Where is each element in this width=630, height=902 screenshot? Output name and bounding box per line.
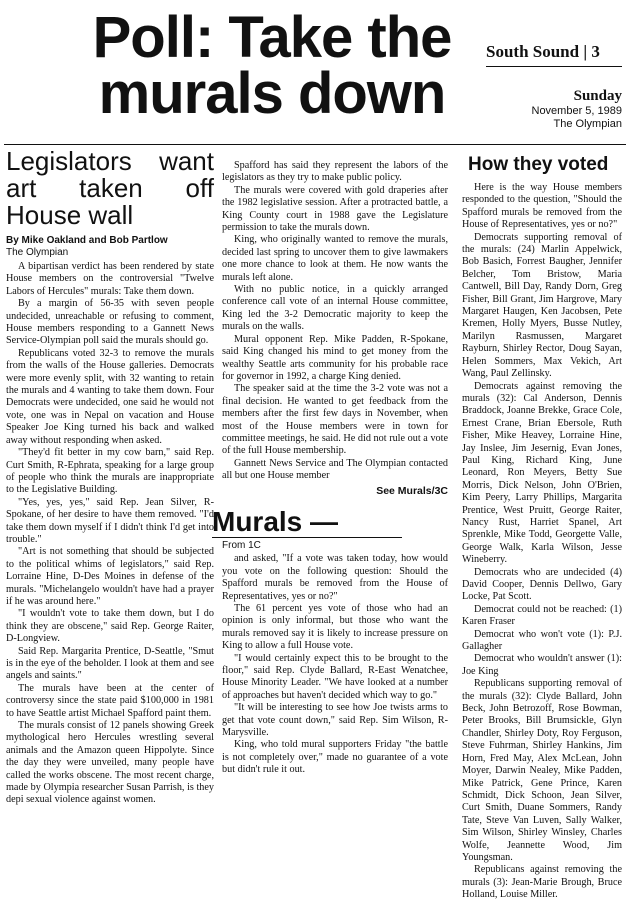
continuation-paragraph: The 61 percent yes vote of those who had an opinion is only informal, but those who want the murals removed say it is likely to increase pressure on King to allow a full House vote. [222, 603, 448, 652]
sidebar-paragraph: Democrat who wouldn't answer (1): Joe King [462, 653, 622, 677]
dateline-paper: The Olympian [553, 118, 622, 130]
article-paragraph: "They'd fit better in my cow barn," said Rep. Curt Smith, R-Ephrata, speaking for a large group of people who think the murals are inappropriate to the Legislative Building. [6, 447, 214, 496]
byline: By Mike Oakland and Bob Partlow [6, 235, 168, 246]
sidebar-paragraph: Democrat could not be reached: (1) Karen Fraser [462, 603, 622, 628]
article-paragraph: "I wouldn't vote to take them down, but I do think they are obscene," said Rep. George Raiter, D-Longview. [6, 608, 214, 645]
article-paragraph: Spafford has said they represent the labors of the legislators as they try to make public policy. [222, 160, 448, 184]
jump-line: See Murals/3C [376, 484, 448, 497]
sidebar-paragraph: Democrat who won't vote (1): P.J. Gallagher [462, 628, 622, 653]
dateline-date: November 5, 1989 [531, 105, 622, 117]
continuation-from: From 1C [222, 539, 261, 551]
article-paragraph: "Yes, yes, yes," said Rep. Jean Silver, R-Spokane, of her desire to have them removed. "I'd take them down myself if I didn't think I'd get into trouble." [6, 496, 214, 545]
continuation-head: Murals — [212, 507, 402, 538]
article-paragraph: The murals were covered with gold draperies after the 1982 legislative session. After a protracted battle, a King County court in 1988 gave the Legislature permission to take the murals down. [222, 184, 448, 234]
continuation-paragraph: "It will be interesting to see how Joe twists arms to get that vote count down," said Rep. Sim Wilson, R-Marysville. [222, 702, 448, 739]
sidebar-paragraph: Here is the way House members responded to the question, "Should the Spafford murals be removed from the House of Representatives, yes or no?" [462, 182, 622, 231]
article-paragraph: King, who originally wanted to remove the murals, decided last spring to uncover them to give lawmakers one more chance to look at them. He now wants the murals left alone. [222, 234, 448, 283]
article-paragraph: The speaker said at the time the 3-2 vote was not a final decision. He wanted to get feedback from the members after the first few days in November, when most of the House members were in town for committee meetings, he said. He did not rule out a vote of the full House membership. [222, 383, 448, 457]
sidebar-how-they-voted [462, 154, 622, 902]
article-paragraph: Said Rep. Margarita Prentice, D-Seattle, "Smut is in the eye of the beholder. I look at them and see angels and saints." [6, 645, 214, 682]
sidebar-paragraph: Democrats supporting removal of the murals: (24) Marlin Appelwick, Bob Basich, Forrest Baugher, Jennifer Belcher, Tom Bristow, Maria Cantwell, Bill Day, Randy Dorn, Greg Fisher, Bill Grant, Jim Hargrove, Mary Margaret Haugen, Ken Jacobsen, Pete Kremen, Holly Myers, Busse Nutley, Marilyn Rasmussen, Margaret Rayburn, Shirley Rector, Doug Sayan, Helen Sommers, Max Vekich, Art Wang, Paul Zellinsky. [462, 231, 622, 380]
article-paragraph: By a margin of 56-35 with seven people undecided, unreachable or refusing to comment, House members responding to a Gannett News Service-Olympian poll said the murals should go. [6, 298, 214, 347]
article-paragraph: Gannett News Service and The Olympian contacted all but one House member [222, 457, 448, 482]
article-paragraph: With no public notice, in a quickly arranged conference call vote of an internal House committee, King led the 3-2 Democratic majority to keep the murals on the walls. [222, 284, 448, 333]
article-subhead: Legislators want art taken off House wall [6, 146, 214, 230]
sidebar-paragraph: Democrats against removing the murals (32): Cal Anderson, Dennis Braddock, Joanne Brekke, Grace Cole, Ernest Crane, Brian Ebersole, Ruth Fisher, Mike Heavey, Lorraine Hine, Jay Inslee, Jim Jesernig, Evan Jones, Paul King, Richard King, June Leonard, Ron Meyers, Betty Sue Morris, Dick Nelson, John O'Brien, Kim Peery, Larry Phillips, Margarita Prentice, West Pruitt, George Raiter, Nancy Rust, Harriet Spanel, Art Sprenkle, Mike Todd, Georgette Valle, George Walk, Karla Wilson, Jesse Wineberry. [462, 380, 622, 566]
article-paragraph: Republicans voted 32-3 to remove the murals from the walls of the House galleries. Democrats were more evenly split, with 32 wanting to retain the murals and 4 wanting to take them down. Four Democrats were undecided, one said he would not vote, one was in Nepal on vacation and House Speaker Joe King turned his back and walked away without responding when asked. [6, 347, 214, 446]
sidebar-paragraph: Democrats who are undecided (4) David Cooper, Dennis Dellwo, Gary Locke, Pat Scott. [462, 566, 622, 603]
sidebar-paragraph: Republicans against removing the murals (3): Jean-Marie Brough, Bruce Holland, Louise Miller. [462, 864, 622, 901]
article-paragraph: Mural opponent Rep. Mike Padden, R-Spokane, said King changed his mind to get money from the wealthy Seattle arts community for his probable race for governor in 1992, a charge King denied. [222, 333, 448, 382]
headline: Poll: Take the murals down [92, 5, 452, 126]
byline-credit: The Olympian [6, 247, 69, 258]
dateline [470, 88, 622, 131]
sidebar-paragraph: Republicans supporting removal of the murals (32): Clyde Ballard, John Beck, John Betrozoff, Rose Bowman, Peter Brooks, Bill Brumsickle, Glyn Chandler, Shirley Doty, Roy Ferguson, Steve Fuhrman, Shirley Hankins, Jim Horn, Fred May, Alex McLean, John Moyer, Darwin Nealey, Mike Padden, Mike Patrick, Gene Prince, Karen Schmidt, Dick Schoon, Jean Silver, Curt Smith, Duane Sommers, Randy Tate, Steve Van Luven, Sally Walker, Sim Wilson, Shirley Winsley, Charles Wolfe, Jeannette Wood, Jim Youngsman. [462, 678, 622, 863]
continuation-paragraph: King, who told mural supporters Friday "the battle is not completely over," made no guarantee of a vote but didn't rule it out. [222, 739, 448, 776]
sidebar-head: How they voted [468, 154, 609, 175]
dateline-day: Sunday [573, 88, 622, 104]
article-paragraph: "Art is not something that should be subjected to the political whims of legislators," said Rep. Lorraine Hine, D-Des Moines in defense of the murals. "Michelangelo wouldn't have had a prayer if he was around here." [6, 546, 214, 607]
continuation-paragraph: "I would certainly expect this to be brought to the floor," said Rep. Clyde Ballard, R-East Wenatchee, House Minority Leader. "We have looked at a number of approaches but haven't decided which way to go." [222, 652, 448, 701]
header-rule [4, 144, 626, 145]
article-paragraph: The murals consist of 12 panels showing Greek mythological hero Hercules wrestling several animals and the Amazon queen Hippolyte. Since the day they were unveiled, many people have called the works obscene. The most recent charge, made by Olympia researcher Susan Parrish, is they depi sexual violence against women. [6, 720, 214, 806]
article-paragraph: The murals have been at the center of controversy since the state paid $100,000 in 1981 to have Seattle artist Michael Spafford paint them. [6, 682, 214, 719]
article-column-1 [6, 148, 214, 807]
section-label: South Sound | 3 [486, 42, 622, 67]
article-column-2 [212, 160, 448, 777]
continuation-paragraph: and asked, "If a vote was taken today, how would you vote on the following question: Should the Spafford murals be removed from the House of Representatives, yes or no?" [222, 553, 448, 602]
article-paragraph: A bipartisan verdict has been rendered by state House members on the controversial "Twelve Labors of Hercules" murals: Take them down. [6, 261, 214, 297]
